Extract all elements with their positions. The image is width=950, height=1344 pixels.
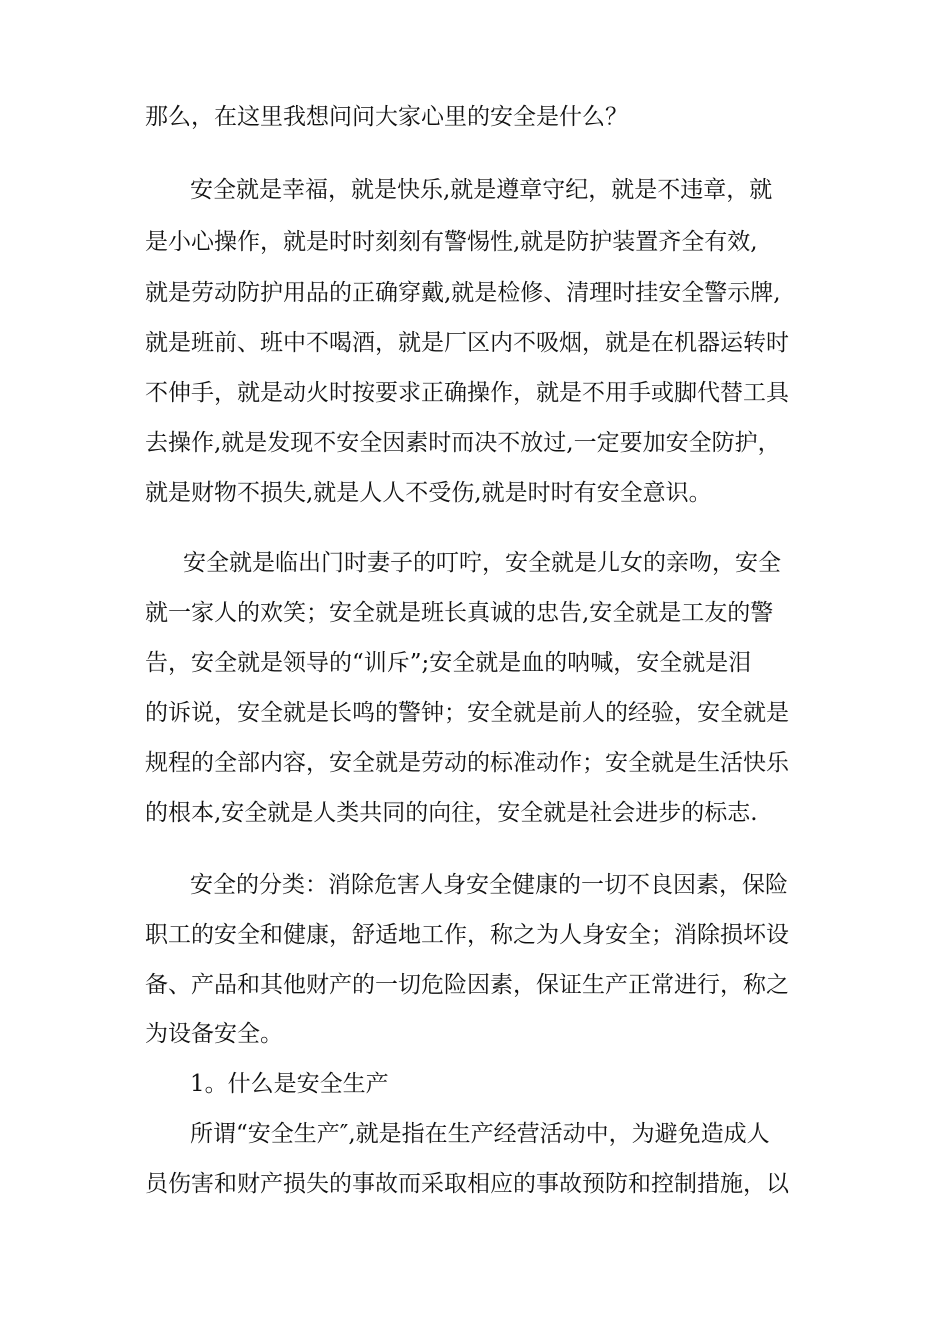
text-line: 是小心操作，就是时时刻刻有警惕性,就是防护装置齐全有效,: [145, 229, 758, 255]
text-line: 安全就是幸福，就是快乐,就是遵章守纪，就是不违章，就: [190, 177, 773, 203]
text-line: 安全就是临出门时妻子的叮咛，安全就是儿女的亲吻，安全: [183, 550, 781, 576]
text-line: 的诉说，安全就是长鸣的警钟；安全就是前人的经验，安全就是: [145, 700, 789, 726]
text-line: 的根本,安全就是人类共同的向往，安全就是社会进步的标志.: [145, 800, 758, 826]
text-line: 规程的全部内容，安全就是劳动的标准动作；安全就是生活快乐: [145, 750, 789, 776]
text-line: 就一家人的欢笑；安全就是班长真诚的忠告,安全就是工友的警: [145, 600, 774, 626]
text-line: 所谓“安全生产″,就是指在生产经营活动中，为避免造成人: [190, 1121, 770, 1147]
text-line: 就是劳动防护用品的正确穿戴,就是检修、清理时挂安全警示牌,: [145, 280, 781, 306]
section-heading: 1。什么是安全生产: [190, 1071, 389, 1097]
text-line: 为设备安全。: [145, 1021, 283, 1047]
text-line: 不伸手，就是动火时按要求正确操作，就是不用手或脚代替工具: [145, 380, 789, 406]
text-line: 告，安全就是领导的“训斥”;安全就是血的呐喊，安全就是泪: [145, 650, 752, 676]
text-line: 职工的安全和健康，舒适地工作，称之为人身安全；消除损坏设: [145, 922, 789, 948]
text-line: 去操作,就是发现不安全因素时而决不放过,一定要加安全防护，: [145, 430, 781, 456]
text-line: 员伤害和财产损失的事故而采取相应的事故预防和控制措施，以: [145, 1171, 789, 1197]
text-line-question: 那么，在这里我想问问大家心里的安全是什么？: [145, 104, 628, 130]
text-line: 安全的分类：消除危害人身安全健康的一切不良因素，保险: [190, 872, 788, 898]
text-line: 就是财物不损失,就是人人不受伤,就是时时有安全意识。: [145, 480, 712, 506]
text-line: 备、产品和其他财产的一切危险因素，保证生产正常进行，称之: [145, 972, 789, 998]
text-line: 就是班前、班中不喝酒，就是厂区内不吸烟，就是在机器运转时: [145, 330, 789, 356]
